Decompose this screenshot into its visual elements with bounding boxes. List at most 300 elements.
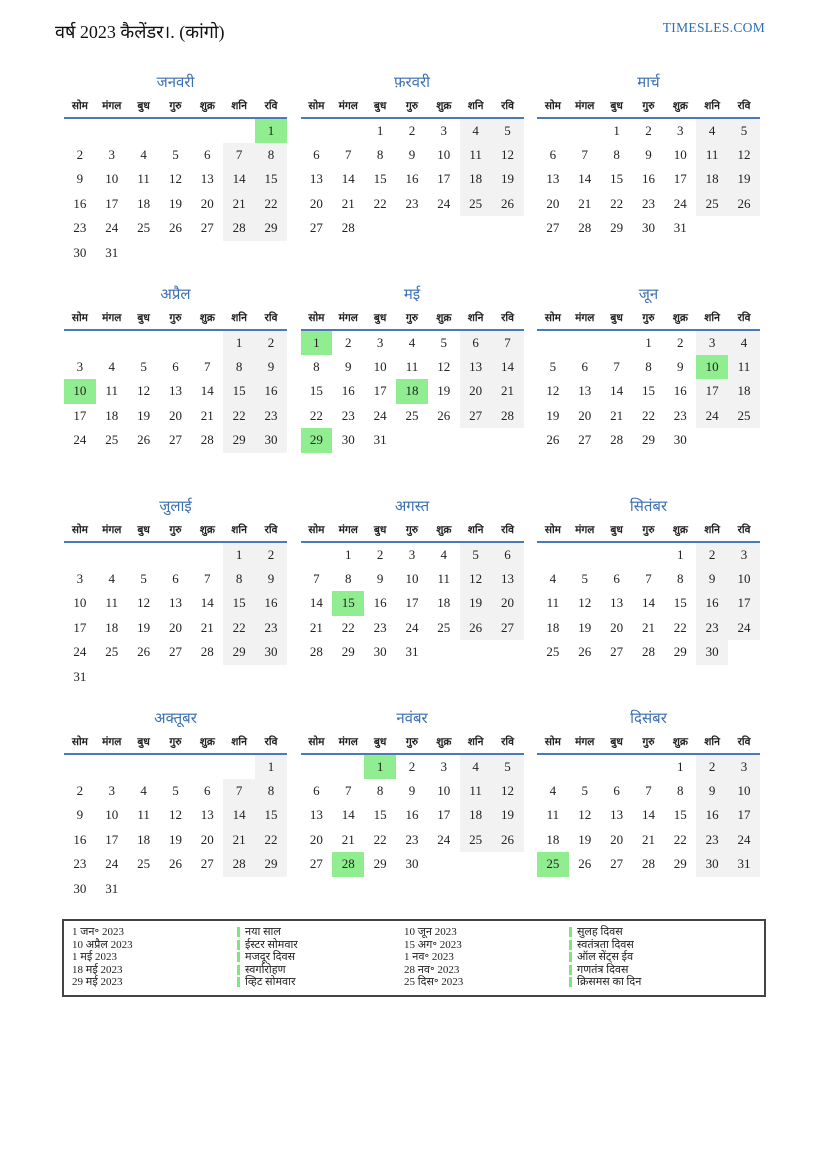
- empty-cell: [728, 428, 760, 453]
- holiday-marker-icon: [569, 952, 572, 962]
- day-cell: 17: [105, 195, 119, 211]
- day-cell: 16: [373, 595, 387, 611]
- day-cell: 8: [223, 355, 255, 380]
- empty-cell: [460, 428, 492, 453]
- day-cell: 6: [204, 146, 211, 162]
- day-cell: 14: [309, 595, 323, 611]
- week-row: [64, 379, 287, 404]
- day-cell: 6: [172, 358, 179, 374]
- empty-cell: [191, 542, 223, 567]
- holiday-marker-icon: [569, 977, 572, 987]
- empty-cell: [396, 216, 428, 241]
- weekday-header: शनि: [460, 521, 492, 542]
- day-cell: 1: [613, 122, 620, 138]
- weekday-header: मंगल: [569, 97, 601, 118]
- day-cell: 13: [200, 807, 214, 823]
- holiday-marker-icon: [237, 940, 240, 950]
- day-cell: 6: [172, 570, 179, 586]
- empty-cell: [191, 665, 223, 690]
- weekday-header: शुक्र: [664, 521, 696, 542]
- day-cell: 4: [460, 754, 492, 779]
- site-link[interactable]: TIMESLES.COM: [662, 20, 765, 35]
- week-row: [64, 640, 287, 665]
- day-cell: 1: [645, 334, 652, 350]
- day-cell: 3: [76, 358, 84, 374]
- day-cell: 1: [255, 118, 287, 143]
- empty-cell: [569, 330, 601, 355]
- week-row: [64, 330, 287, 355]
- month-table: [537, 97, 760, 241]
- day-cell: 3: [376, 334, 384, 350]
- weekday-header: मंगल: [332, 521, 364, 542]
- empty-cell: [601, 542, 633, 567]
- day-cell: 24: [73, 644, 87, 660]
- day-cell: 26: [168, 856, 182, 872]
- day-cell: 16: [255, 379, 287, 404]
- week-row: [64, 355, 287, 380]
- empty-cell: [64, 118, 96, 143]
- month-8: [301, 496, 524, 691]
- day-cell: 10: [696, 355, 728, 380]
- day-cell: 23: [696, 616, 728, 641]
- month-table: [537, 733, 760, 877]
- weekday-header: बुध: [128, 97, 160, 118]
- day-cell: 7: [581, 146, 589, 162]
- day-cell: 2: [376, 546, 384, 562]
- empty-cell: [428, 428, 460, 453]
- day-cell: 3: [728, 542, 760, 567]
- week-row: [64, 167, 287, 192]
- page-header: [0, 0, 827, 44]
- empty-cell: [332, 118, 364, 143]
- empty-cell: [569, 118, 601, 143]
- day-cell: 18: [546, 619, 560, 635]
- day-cell: 17: [437, 171, 451, 187]
- weekday-header: मंगल: [332, 97, 364, 118]
- weekday-header: सोम: [64, 97, 96, 118]
- day-cell: 6: [549, 146, 557, 162]
- day-cell: 15: [223, 379, 255, 404]
- day-cell: 18: [728, 379, 760, 404]
- day-cell: 30: [73, 244, 87, 260]
- day-cell: 4: [440, 546, 448, 562]
- day-cell: 2: [645, 122, 652, 138]
- empty-cell: [428, 640, 460, 665]
- week-row: [537, 428, 760, 453]
- day-cell: 5: [140, 570, 147, 586]
- day-cell: 21: [610, 407, 624, 423]
- day-cell: 2: [76, 782, 84, 798]
- day-cell: 3: [108, 146, 116, 162]
- day-cell: 20: [200, 195, 214, 211]
- day-cell: 22: [673, 831, 687, 847]
- day-cell: 28: [578, 220, 592, 236]
- day-cell: 13: [168, 383, 182, 399]
- empty-cell: [255, 877, 287, 902]
- day-cell: 12: [168, 807, 182, 823]
- holiday-date: 1 नव॰ 2023: [404, 951, 454, 963]
- day-cell: 1: [223, 330, 255, 355]
- day-cell: 18: [105, 619, 119, 635]
- empty-cell: [160, 665, 192, 690]
- day-cell: 23: [373, 619, 387, 635]
- day-cell: 25: [137, 856, 151, 872]
- week-row: [537, 355, 760, 380]
- day-cell: 24: [728, 616, 760, 641]
- day-cell: 2: [408, 122, 416, 138]
- week-row: [301, 567, 524, 592]
- empty-cell: [160, 330, 192, 355]
- day-cell: 9: [376, 570, 384, 586]
- day-cell: 12: [168, 171, 182, 187]
- day-cell: 4: [696, 118, 728, 143]
- week-row: [64, 143, 287, 168]
- day-cell: 11: [405, 358, 419, 374]
- day-cell: 26: [578, 644, 592, 660]
- day-cell: 5: [460, 542, 492, 567]
- day-cell: 11: [137, 171, 150, 187]
- holiday-date: 15 अग॰ 2023: [404, 938, 462, 951]
- day-cell: 28: [223, 216, 255, 241]
- day-cell: 1: [376, 122, 384, 138]
- empty-cell: [569, 754, 601, 779]
- empty-cell: [460, 216, 492, 241]
- weekday-header: गुरु: [633, 521, 665, 542]
- week-row: [64, 803, 287, 828]
- day-cell: 30: [255, 640, 287, 665]
- holiday-date: 10 जून 2023: [404, 926, 457, 938]
- holiday-marker-icon: [237, 952, 240, 962]
- day-cell: 2: [408, 758, 416, 774]
- month-name: जुलाई: [159, 499, 192, 515]
- day-cell: 23: [405, 831, 419, 847]
- empty-cell: [96, 118, 128, 143]
- day-cell: 26: [492, 192, 524, 217]
- day-cell: 1: [255, 754, 287, 779]
- month-table: [537, 309, 760, 453]
- day-cell: 6: [204, 782, 211, 798]
- week-row: [301, 428, 524, 453]
- day-cell: 10: [437, 782, 451, 798]
- day-cell: 7: [223, 143, 255, 168]
- weekday-header: बुध: [128, 309, 160, 330]
- empty-cell: [255, 241, 287, 266]
- empty-cell: [428, 852, 460, 877]
- weekday-header: रवि: [255, 733, 287, 754]
- week-row: [64, 567, 287, 592]
- weekday-header: मंगल: [569, 521, 601, 542]
- holiday-marker-icon: [237, 927, 240, 937]
- day-cell: 14: [610, 383, 624, 399]
- day-cell: 1: [677, 546, 684, 562]
- day-cell: 30: [73, 880, 87, 896]
- week-row: [537, 404, 760, 429]
- week-row: [301, 616, 524, 641]
- weekday-header: गुरु: [160, 733, 192, 754]
- week-row: [301, 803, 524, 828]
- week-row: [537, 542, 760, 567]
- day-cell: 20: [200, 831, 214, 847]
- day-cell: 10: [64, 379, 96, 404]
- day-cell: 4: [140, 782, 147, 798]
- day-cell: 27: [460, 404, 492, 429]
- day-cell: 5: [581, 782, 589, 798]
- day-cell: 22: [223, 404, 255, 429]
- day-cell: 10: [728, 567, 760, 592]
- empty-cell: [537, 330, 569, 355]
- day-cell: 20: [168, 619, 182, 635]
- month-name: फ़रवरी: [393, 75, 431, 91]
- day-cell: 11: [460, 779, 492, 804]
- day-cell: 27: [168, 432, 182, 448]
- day-cell: 28: [200, 644, 214, 660]
- day-cell: 19: [137, 619, 151, 635]
- day-cell: 17: [73, 407, 87, 423]
- day-cell: 26: [137, 432, 151, 448]
- day-cell: 9: [255, 567, 287, 592]
- empty-cell: [255, 665, 287, 690]
- day-cell: 16: [73, 831, 87, 847]
- empty-cell: [301, 754, 333, 779]
- weekday-header: शनि: [696, 97, 728, 118]
- legend-row: [72, 951, 756, 964]
- day-cell: 8: [376, 146, 384, 162]
- week-row: [301, 118, 524, 143]
- day-cell: 20: [546, 195, 560, 211]
- empty-cell: [64, 754, 96, 779]
- weekday-header: रवि: [492, 97, 524, 118]
- holiday-label: नया साल: [245, 926, 281, 938]
- month-name: दिसंबर: [630, 711, 667, 727]
- empty-cell: [64, 542, 96, 567]
- day-cell: 24: [73, 432, 87, 448]
- day-cell: 9: [345, 358, 352, 374]
- day-cell: 21: [200, 407, 214, 423]
- day-cell: 30: [696, 640, 728, 665]
- weekday-header: बुध: [364, 97, 396, 118]
- day-cell: 28: [332, 852, 364, 877]
- week-row: [537, 779, 760, 804]
- week-row: [537, 754, 760, 779]
- day-cell: 24: [673, 195, 687, 211]
- day-cell: 23: [696, 828, 728, 853]
- day-cell: 19: [137, 407, 151, 423]
- day-cell: 31: [105, 244, 119, 260]
- week-row: [537, 167, 760, 192]
- month-4: [64, 284, 287, 479]
- day-cell: 24: [105, 220, 119, 236]
- month-name: जनवरी: [156, 75, 195, 91]
- day-cell: 22: [641, 407, 655, 423]
- weekday-header: बुध: [601, 733, 633, 754]
- month-9: [537, 496, 760, 691]
- weekday-header: सोम: [537, 309, 569, 330]
- day-cell: 15: [610, 171, 624, 187]
- weekday-header: मंगल: [96, 97, 128, 118]
- day-cell: 13: [578, 383, 592, 399]
- day-cell: 25: [728, 404, 760, 429]
- day-cell: 12: [578, 595, 592, 611]
- day-cell: 27: [610, 644, 624, 660]
- day-cell: 25: [105, 432, 119, 448]
- day-cell: 29: [223, 428, 255, 453]
- day-cell: 22: [673, 619, 687, 635]
- day-cell: 11: [696, 143, 728, 168]
- empty-cell: [492, 216, 524, 241]
- empty-cell: [492, 852, 524, 877]
- week-row: [537, 192, 760, 217]
- weekday-header: शुक्र: [664, 97, 696, 118]
- month-table: [301, 97, 524, 241]
- weekday-header: बुध: [601, 309, 633, 330]
- empty-cell: [96, 754, 128, 779]
- day-cell: 26: [168, 220, 182, 236]
- week-row: [301, 542, 524, 567]
- empty-cell: [191, 330, 223, 355]
- week-row: [301, 379, 524, 404]
- day-cell: 22: [341, 619, 355, 635]
- weekday-header: रवि: [492, 309, 524, 330]
- month-2: [301, 72, 524, 267]
- day-cell: 25: [546, 644, 560, 660]
- day-cell: 31: [73, 668, 87, 684]
- week-row: [64, 665, 287, 690]
- day-cell: 13: [309, 807, 323, 823]
- day-cell: 29: [673, 644, 687, 660]
- day-cell: 27: [309, 856, 323, 872]
- empty-cell: [160, 542, 192, 567]
- day-cell: 14: [641, 595, 655, 611]
- month-table: [537, 521, 760, 665]
- day-cell: 22: [255, 192, 287, 217]
- holiday-name: [569, 964, 736, 977]
- week-row: [64, 877, 287, 902]
- empty-cell: [460, 640, 492, 665]
- weekday-header: रवि: [255, 97, 287, 118]
- weekday-header: सोम: [301, 97, 333, 118]
- day-cell: 21: [223, 828, 255, 853]
- day-cell: 26: [137, 644, 151, 660]
- day-cell: 23: [255, 616, 287, 641]
- legend-row: [72, 926, 756, 939]
- day-cell: 7: [645, 570, 652, 586]
- empty-cell: [128, 542, 160, 567]
- day-cell: 15: [673, 595, 687, 611]
- day-cell: 21: [341, 195, 355, 211]
- day-cell: 25: [537, 852, 569, 877]
- day-cell: 4: [549, 570, 557, 586]
- weekday-header: शुक्र: [428, 521, 460, 542]
- day-cell: 2: [696, 754, 728, 779]
- day-cell: 22: [373, 831, 387, 847]
- weekday-header: शनि: [696, 521, 728, 542]
- weekday-header: रवि: [728, 733, 760, 754]
- day-cell: 10: [728, 779, 760, 804]
- day-cell: 11: [105, 383, 119, 399]
- day-cell: 9: [645, 146, 652, 162]
- weekday-header: रवि: [728, 309, 760, 330]
- holiday-label: व्हिट सोमवार: [245, 976, 296, 988]
- day-cell: 23: [341, 407, 355, 423]
- day-cell: 1: [301, 330, 333, 355]
- day-cell: 16: [673, 383, 687, 399]
- day-cell: 26: [492, 828, 524, 853]
- day-cell: 30: [255, 428, 287, 453]
- day-cell: 20: [610, 619, 624, 635]
- day-cell: 7: [492, 330, 524, 355]
- day-cell: 20: [610, 831, 624, 847]
- weekday-header: शनि: [223, 309, 255, 330]
- week-row: [64, 542, 287, 567]
- week-row: [537, 330, 760, 355]
- week-row: [537, 379, 760, 404]
- week-row: [537, 216, 760, 241]
- day-cell: 7: [345, 782, 352, 798]
- day-cell: 10: [673, 146, 687, 162]
- week-row: [64, 616, 287, 641]
- weekday-header: शुक्र: [428, 733, 460, 754]
- day-cell: 11: [460, 143, 492, 168]
- holiday-label: गणतंत्र दिवस: [577, 963, 629, 976]
- day-cell: 19: [728, 167, 760, 192]
- day-cell: 7: [223, 779, 255, 804]
- holiday-name: [237, 976, 404, 989]
- holiday-name: [569, 939, 736, 952]
- day-cell: 12: [492, 143, 524, 168]
- day-cell: 29: [255, 852, 287, 877]
- weekday-header: शुक्र: [428, 309, 460, 330]
- holiday-label: मजदूर दिवस: [245, 951, 296, 963]
- week-row: [301, 216, 524, 241]
- weekday-header: शनि: [223, 733, 255, 754]
- weekday-header: शुक्र: [664, 309, 696, 330]
- holiday-marker-icon: [569, 965, 572, 975]
- day-cell: 11: [105, 595, 119, 611]
- day-cell: 18: [460, 803, 492, 828]
- day-cell: 28: [223, 852, 255, 877]
- day-cell: 20: [309, 195, 323, 211]
- empty-cell: [223, 754, 255, 779]
- holiday-name: [237, 939, 404, 952]
- day-cell: 8: [376, 782, 384, 798]
- day-cell: 17: [728, 803, 760, 828]
- month-1: [64, 72, 287, 267]
- day-cell: 3: [440, 122, 448, 138]
- day-cell: 12: [578, 807, 592, 823]
- week-row: [537, 616, 760, 641]
- week-row: [537, 591, 760, 616]
- weekday-header: शुक्र: [191, 97, 223, 118]
- holiday-label: सुलह दिवस: [577, 926, 623, 938]
- empty-cell: [332, 754, 364, 779]
- month-name: अक्तूबर: [154, 711, 197, 727]
- day-cell: 10: [405, 570, 419, 586]
- day-cell: 27: [546, 220, 560, 236]
- weekday-header: रवि: [255, 309, 287, 330]
- day-cell: 10: [373, 358, 387, 374]
- day-cell: 14: [200, 595, 214, 611]
- day-cell: 25: [437, 619, 451, 635]
- empty-cell: [96, 542, 128, 567]
- day-cell: 6: [460, 330, 492, 355]
- day-cell: 3: [76, 570, 84, 586]
- day-cell: 11: [546, 807, 560, 823]
- day-cell: 13: [610, 595, 624, 611]
- day-cell: 3: [696, 330, 728, 355]
- weekday-header: शुक्र: [664, 733, 696, 754]
- weekday-header: मंगल: [96, 521, 128, 542]
- day-cell: 2: [255, 330, 287, 355]
